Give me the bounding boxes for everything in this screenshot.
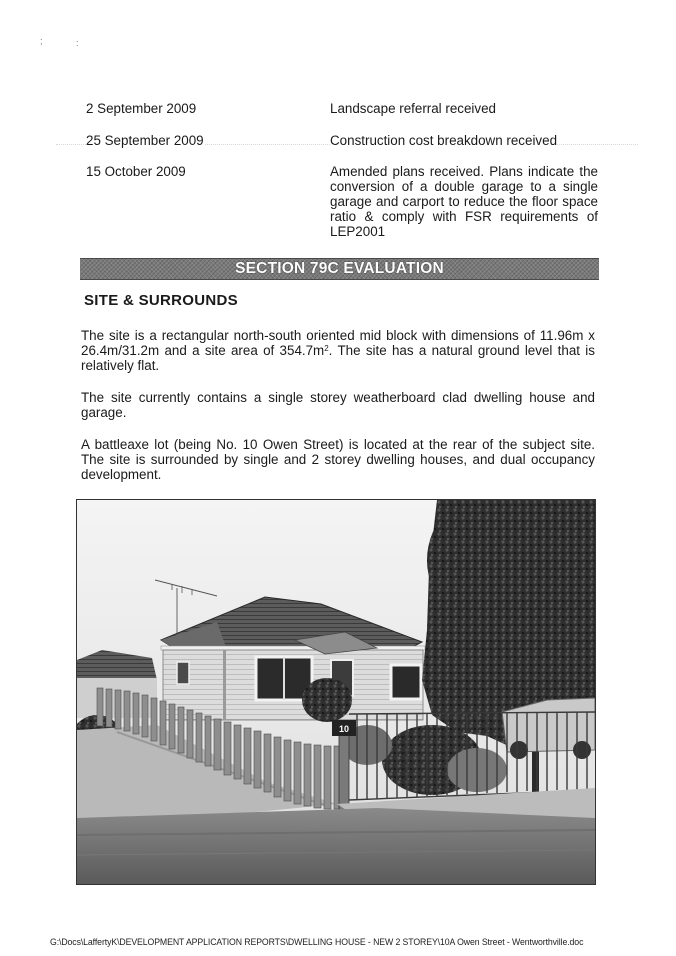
scan-speck: ; [40,36,43,46]
paragraph-text: . The site has a natural ground level that is relatively flat. [81,343,595,374]
section-title: SECTION 79C EVALUATION [235,260,444,277]
scan-speck: : [76,38,79,48]
subheading: SITE & SURROUNDS [84,292,238,309]
footer-file-path: G:\Docs\LaffertyK\DEVELOPMENT APPLICATION REPORTS\DWELLING HOUSE - NEW 2 STOREY\10A Owen Street - Wentworthville.doc [50,936,584,947]
paragraph-existing-dwelling: The site currently contains a single storey weatherboard clad dwelling house and garage. [81,390,595,421]
section-banner [80,258,599,280]
paragraph-site-dimensions [81,328,595,374]
house-photo-illustration [77,500,595,884]
house-number: 10 [338,724,350,734]
history-description: Amended plans received. Plans indicate the conversion of a double garage to a single garage and carport to reduce the floor space ratio & comply with FSR requirements of LEP2001 [330,164,598,239]
superscript: 2 [324,344,329,354]
paragraph-surrounds: A battleaxe lot (being No. 10 Owen Street) is located at the rear of the subject site. The site is surrounded by single and 2 storey dwelling houses, and dual occupancy development. [81,437,595,483]
history-date: 15 October 2009 [86,164,186,179]
history-date: 25 September 2009 [86,133,204,148]
site-photo [76,499,596,885]
history-description: Landscape referral received [330,101,496,116]
history-date: 2 September 2009 [86,101,197,116]
paragraph-text: The site is a rectangular north-south oriented mid block with dimensions of 11.96m x 26.4m/31.2m and a site area of 354.7m [81,328,595,359]
history-description: Construction cost breakdown received [330,133,558,148]
